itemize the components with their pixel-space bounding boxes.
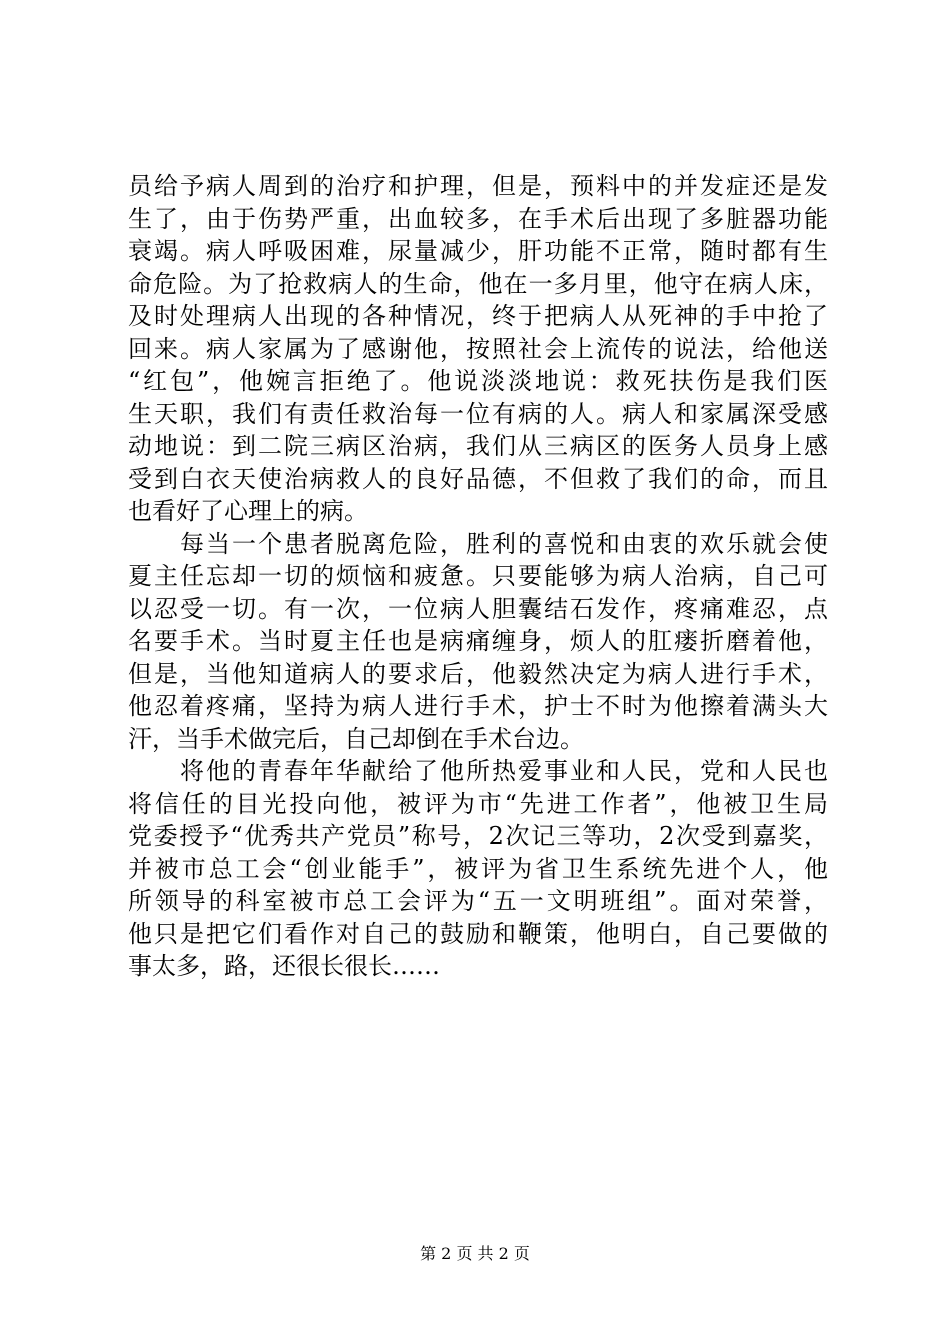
text-line: 以忍受一切。有一次，一位病人胆囊结石发作，疼痛难忍，点: [128, 594, 828, 623]
text-line: 及时处理病人出现的各种情况，终于把病人从死神的手中抢了: [128, 302, 828, 330]
text-line: 他只是把它们看作对自己的鼓励和鞭策，他明白，自己要做的: [128, 919, 828, 948]
text-line: 受到白衣天使治病救人的良好品德，不但救了我们的命，而且: [128, 464, 828, 493]
text-line: 汗，当手术做完后，自己却倒在手术台边。: [128, 724, 584, 753]
text-line: 但是，当他知道病人的要求后，他毅然决定为病人进行手术，: [128, 659, 828, 688]
text-line: 他忍着疼痛，坚持为病人进行手术，护士不时为他擦着满头大: [128, 692, 828, 720]
text-line: 将他的青春年华献给了他所热爱事业和人民，党和人民也: [128, 757, 828, 785]
text-line: 员给予病人周到的治疗和护理，但是，预料中的并发症还是发: [128, 172, 828, 200]
text-line: 所领导的科室被市总工会评为“五一文明班组”。面对荣誉，: [128, 887, 828, 915]
text-line: 党委授予“优秀共产党员”称号，2次记三等功，2次受到嘉奖，: [128, 822, 828, 850]
text-line: “红包”，他婉言拒绝了。他说淡淡地说：救死扶伤是我们医: [128, 367, 828, 395]
text-line: 名要手术。当时夏主任也是病痛缠身，烦人的肛瘘折磨着他，: [128, 627, 828, 655]
text-line: 命危险。为了抢救病人的生命，他在一多月里，他守在病人床，: [128, 269, 828, 298]
text-line: 生天职，我们有责任救治每一位有病的人。病人和家属深受感: [128, 399, 828, 428]
text-line: 动地说：到二院三病区治病，我们从三病区的医务人员身上感: [128, 432, 828, 460]
text-line: 也看好了心理上的病。: [128, 497, 368, 525]
body-text: [128, 170, 828, 983]
text-line: 生了，由于伤势严重，出血较多，在手术后出现了多脏器功能: [128, 204, 828, 233]
text-line: 并被市总工会“创业能手”，被评为省卫生系统先进个人，他: [128, 854, 828, 883]
text-line: 夏主任忘却一切的烦恼和疲惫。只要能够为病人治病，自己可: [128, 562, 828, 590]
text-line: 回来。病人家属为了感谢他，按照社会上流传的说法，给他送: [128, 334, 828, 363]
text-line: 事太多，路，还很长很长……: [128, 952, 440, 980]
text-line: 每当一个患者脱离危险，胜利的喜悦和由衷的欢乐就会使: [128, 529, 828, 558]
text-line: 衰竭。病人呼吸困难，尿量减少，肝功能不正常，随时都有生: [128, 237, 828, 265]
page-number-label: 第 2 页 共 2 页: [420, 1244, 530, 1263]
text-line: 将信任的目光投向他，被评为市“先进工作者”，他被卫生局: [128, 789, 828, 818]
page-footer: [0, 1244, 950, 1264]
